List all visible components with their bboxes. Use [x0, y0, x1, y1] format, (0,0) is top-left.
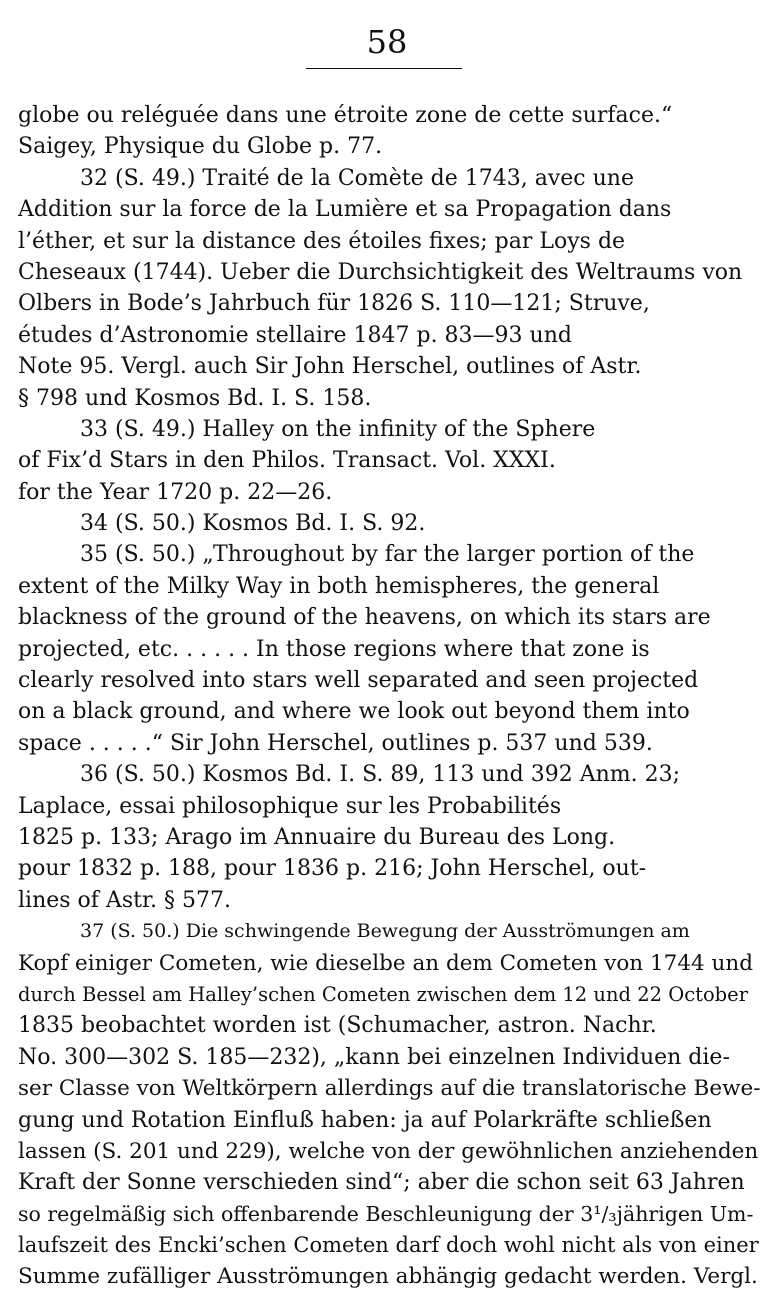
text-line: 35 (S. 50.) „Throughout by far the larger portion of the — [80, 542, 695, 568]
text-line: projected, etc. . . . . . In those regions where that zone is — [18, 636, 650, 662]
text-line: Cheseaux (1744). Ueber die Durchsichtigkeit des Weltraums von — [18, 259, 743, 285]
text-line: 33 (S. 49.) Halley on the infinity of the Sphere — [80, 416, 596, 442]
page-number: 58 — [366, 23, 408, 61]
text-line: on a black ground, and where we look out beyond them into — [18, 699, 690, 725]
text-line: Saigey, Physique du Globe p. 77. — [18, 134, 383, 160]
text-line: Note 95. Vergl. auch Sir John Herschel, outlines of Astr. — [18, 354, 642, 380]
text-line: Addition sur la force de la Lumière et sa Propagation dans — [18, 197, 672, 223]
text-line: so regelmäßig sich offenbarende Beschleunigung der 3¹/₃jährigen Um- — [18, 1201, 754, 1226]
text-line: lines of Astr. § 577. — [18, 887, 232, 913]
text-line: 1835 beobachtet worden ist (Schumacher, astron. Nachr. — [18, 1013, 657, 1039]
text-line: ser Classe von Weltkörpern allerdings auf die translatorische Bewe- — [18, 1076, 761, 1102]
text-line: No. 300—302 S. 185—232), „kann bei einzelnen Individuen die- — [18, 1044, 730, 1070]
text-line: space . . . . .“ Sir John Herschel, outlines p. 537 und 539. — [18, 730, 653, 756]
text-line: globe ou reléguée dans une étroite zone de cette surface.“ — [18, 103, 673, 128]
text-line: lassen (S. 201 und 229), welche von der gewöhnlichen anziehenden — [18, 1138, 759, 1164]
text-line: 36 (S. 50.) Kosmos Bd. I. S. 89, 113 und 392 Anm. 23; — [80, 762, 681, 788]
text-line: clearly resolved into stars well separated and seen projected — [18, 668, 699, 694]
text-line: for the Year 1720 p. 22—26. — [18, 479, 333, 505]
text-line: Olbers in Bode’s Jahrbuch für 1826 S. 110—121; Struve, — [18, 291, 650, 317]
text-line: extent of the Milky Way in both hemispheres, the general — [18, 573, 660, 599]
text-line: 37 (S. 50.) Die schwingende Bewegung der Ausströmungen am — [80, 920, 690, 943]
footnote-text — [18, 100, 763, 1293]
text-line: § 798 und Kosmos Bd. I. S. 158. — [18, 385, 372, 411]
text-line: Kopf einiger Cometen, wie dieselbe an dem Cometen von 1744 und — [18, 950, 753, 976]
text-line: l’éther, et sur la distance des étoiles fixes; par Loys de — [18, 228, 626, 254]
text-line: Summe zufälliger Ausströmungen abhängig gedacht werden. Vergl. — [18, 1264, 758, 1290]
header-rule — [306, 68, 462, 69]
text-line: durch Bessel am Halley’schen Cometen zwischen dem 12 und 22 October — [18, 982, 749, 1006]
text-line: Laplace, essai philosophique sur les Probabilités — [18, 793, 562, 819]
text-line: pour 1832 p. 188, pour 1836 p. 216; John Herschel, out- — [18, 856, 647, 882]
text-line: of Fix’d Stars in den Philos. Transact. Vol. XXXI. — [18, 448, 556, 474]
text-line: 1825 p. 133; Arago im Annuaire du Bureau des Long. — [18, 824, 616, 850]
text-line: gung und Rotation Einfluß haben: ja auf Polarkräfte schließen — [18, 1107, 712, 1133]
text-line: 32 (S. 49.) Traité de la Comète de 1743, avec une — [80, 165, 634, 191]
text-line: études d’Astronomie stellaire 1847 p. 83—93 und — [18, 322, 572, 348]
text-line: laufszeit des Encki’schen Cometen darf doch wohl nicht als von einer — [18, 1233, 759, 1258]
text-line: 34 (S. 50.) Kosmos Bd. I. S. 92. — [80, 511, 426, 537]
text-line: Kraft der Sonne verschieden sind“; aber die schon seit 63 Jahren — [18, 1170, 745, 1196]
text-line: blackness of the ground of the heavens, on which its stars are — [18, 605, 711, 631]
